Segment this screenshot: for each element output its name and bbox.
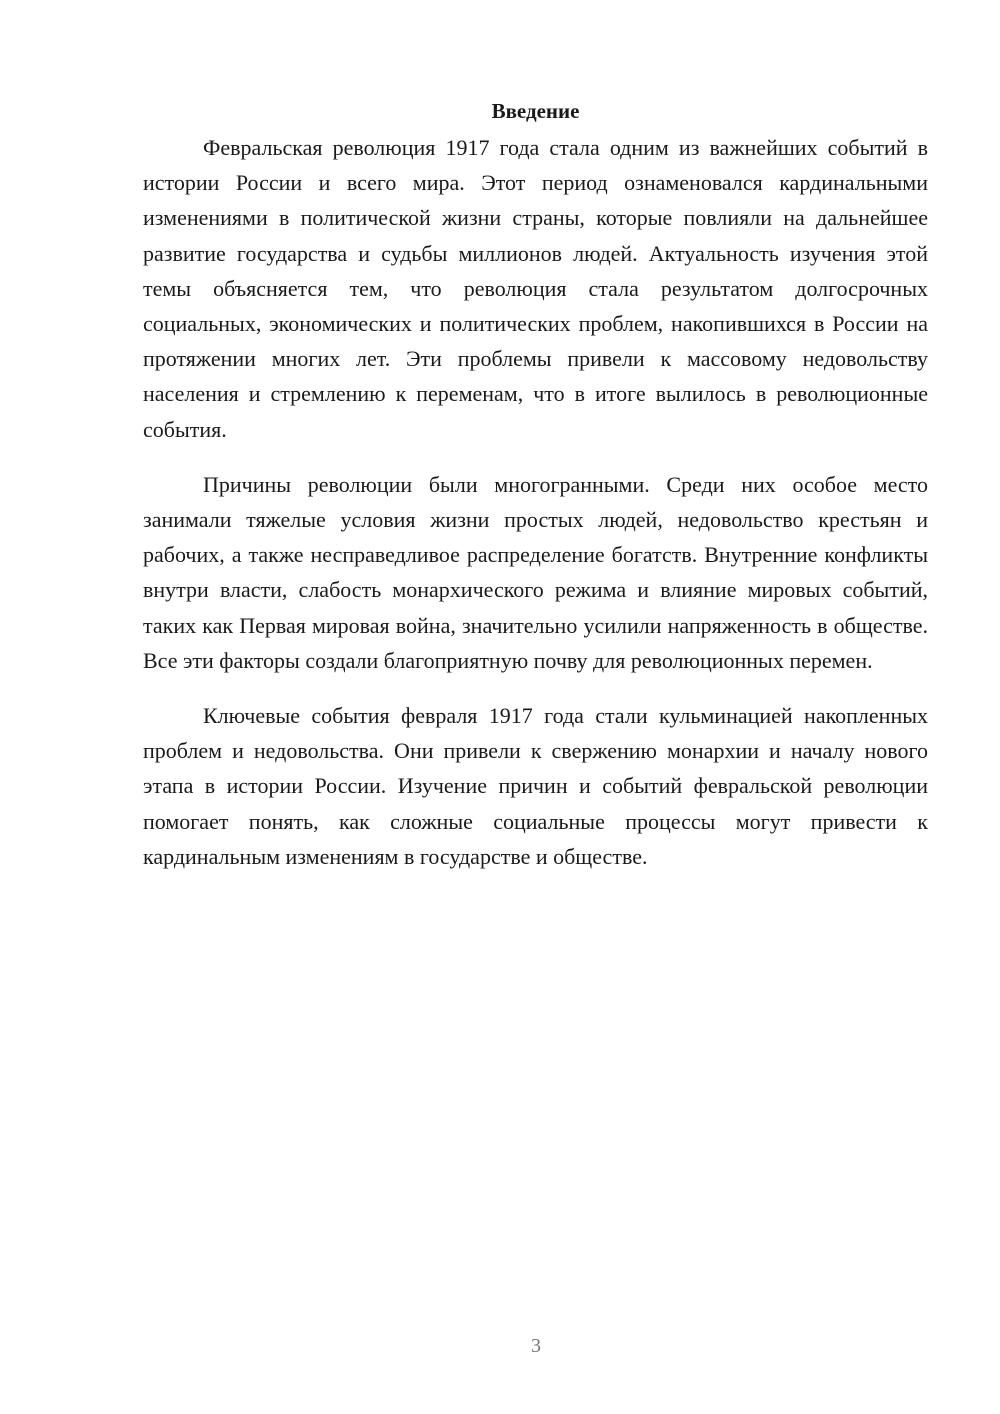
document-body (143, 96, 928, 894)
paragraph-causes: Причины революции были многогранными. Среди них особое место занимали тяжелые условия жизни простых людей, недовольство крестьян и рабочих, а также несправедливое распределение богатств. Внутренние конфликты внутри власти, слабость монархического режима и влияние мировых событий, таких как Первая мировая война, значительно усилили напряженность в обществе. Все эти факторы создали благоприятную почву для революционных перемен. (143, 471, 928, 673)
section-heading: Введение (491, 99, 580, 123)
paragraph-intro: Февральская революция 1917 года стала одним из важнейших событий в истории России и всего мира. Этот период ознаменовался кардинальными изменениями в политической жизни страны, которые повлияли на дальнейшее развитие государства и судьбы миллионов людей. Актуальность изучения этой темы объясняется тем, что революция стала результатом долгосрочных социальных, экономических и политических проблем, накопившихся в России на протяжении многих лет. Эти проблемы привели к массовому недовольству населения и стремлению к переменам, что в итоге вылилось в революционные события. (143, 135, 928, 442)
paragraph-key-events: Ключевые события февраля 1917 года стали кульминацией накопленных проблем и недовольства. Они привели к свержению монархии и началу нового этапа в истории России. Изучение причин и событий февральской революции помогает понять, как сложные социальные процессы могут привести к кардинальным изменениям в государстве и обществе. (143, 703, 928, 869)
page-number: 3 (531, 1335, 541, 1357)
